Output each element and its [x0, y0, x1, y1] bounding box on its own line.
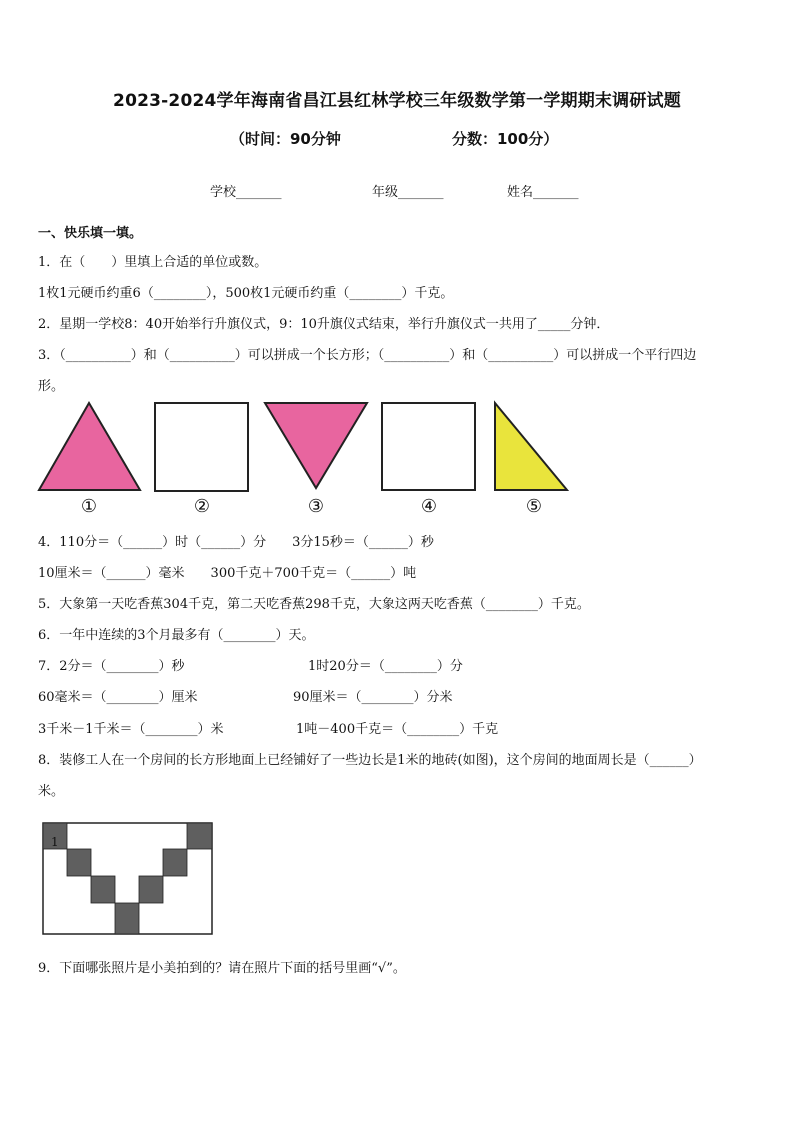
school-field[interactable]: 学校_______ — [210, 185, 282, 200]
question-7e: 3千米－1千米＝（________）米 — [38, 722, 224, 737]
tile-size-label: 1 — [51, 835, 59, 849]
tile — [91, 876, 115, 903]
question-5: 5．大象第一天吃香蕉304千克，第二天吃香蕉298千克，大象这两天吃香蕉（________）千克。 — [38, 597, 590, 612]
shapes-figure — [36, 400, 576, 495]
question-4-cont: 10厘米＝（______）毫米 300千克＋700千克＝（______）吨 — [38, 566, 417, 581]
question-6: 6．一年中连续的3个月最多有（________）天。 — [38, 628, 315, 643]
shape-label-5: ⑤ — [525, 496, 543, 517]
question-3-cont: 形。 — [38, 379, 65, 394]
question-2: 2．星期一学校8：40开始举行升旗仪式，9：10升旗仪式结束，举行升旗仪式一共用了_____分钟． — [38, 317, 610, 332]
shape-label-3: ③ — [307, 496, 325, 517]
question-1: 1．在（ ）里填上合适的单位或数。 — [38, 255, 268, 270]
exam-score: 分数：100分） — [452, 130, 559, 148]
question-7b: 1时20分＝（________）分 — [308, 659, 463, 674]
square-2 — [155, 403, 248, 491]
tile — [163, 849, 187, 876]
yellow-right-triangle — [495, 403, 567, 490]
tile — [187, 823, 212, 849]
question-8: 8．装修工人在一个房间的长方形地面上已经铺好了一些边长是1米的地砖(如图)，这个房间的地面周长是（______） — [38, 753, 702, 768]
name-field[interactable]: 姓名_______ — [507, 185, 579, 200]
question-4: 4．110分＝（______）时（______）分 3分15秒＝（______）秒 — [38, 535, 434, 550]
question-3: 3．（__________）和（__________）可以拼成一个长方形；（__________）和（__________）可以拼成一个平行四边 — [38, 348, 697, 363]
tile — [115, 903, 139, 934]
pink-triangle-down — [265, 403, 367, 488]
section-heading: 一、快乐填一填。 — [38, 226, 143, 241]
tile-figure — [42, 822, 214, 936]
shape-label-4: ④ — [420, 496, 438, 517]
question-7d: 90厘米＝（________）分米 — [293, 690, 453, 705]
tile — [67, 849, 91, 876]
question-7f: 1吨－400千克＝（________）千克 — [296, 722, 499, 737]
grade-field[interactable]: 年级_______ — [372, 185, 444, 200]
page-title: 2023-2024学年海南省昌江县红林学校三年级数学第一学期期末调研试题 — [113, 91, 681, 111]
shape-label-1: ① — [80, 496, 98, 517]
pink-triangle-up — [39, 403, 140, 490]
exam-time: （时间：90分钟 — [230, 130, 341, 148]
question-7a: 7．2分＝（________）秒 — [38, 659, 185, 674]
tile — [139, 876, 163, 903]
shape-label-2: ② — [193, 496, 211, 517]
question-9: 9．下面哪张照片是小美拍到的？请在照片下面的括号里画“√”。 — [38, 961, 406, 976]
question-8-cont: 米。 — [38, 784, 65, 799]
square-4 — [382, 403, 475, 490]
question-7c: 60毫米＝（________）厘米 — [38, 690, 198, 705]
question-1-detail: 1枚1元硬币约重6（________），500枚1元硬币约重（________）千克。 — [38, 286, 454, 301]
